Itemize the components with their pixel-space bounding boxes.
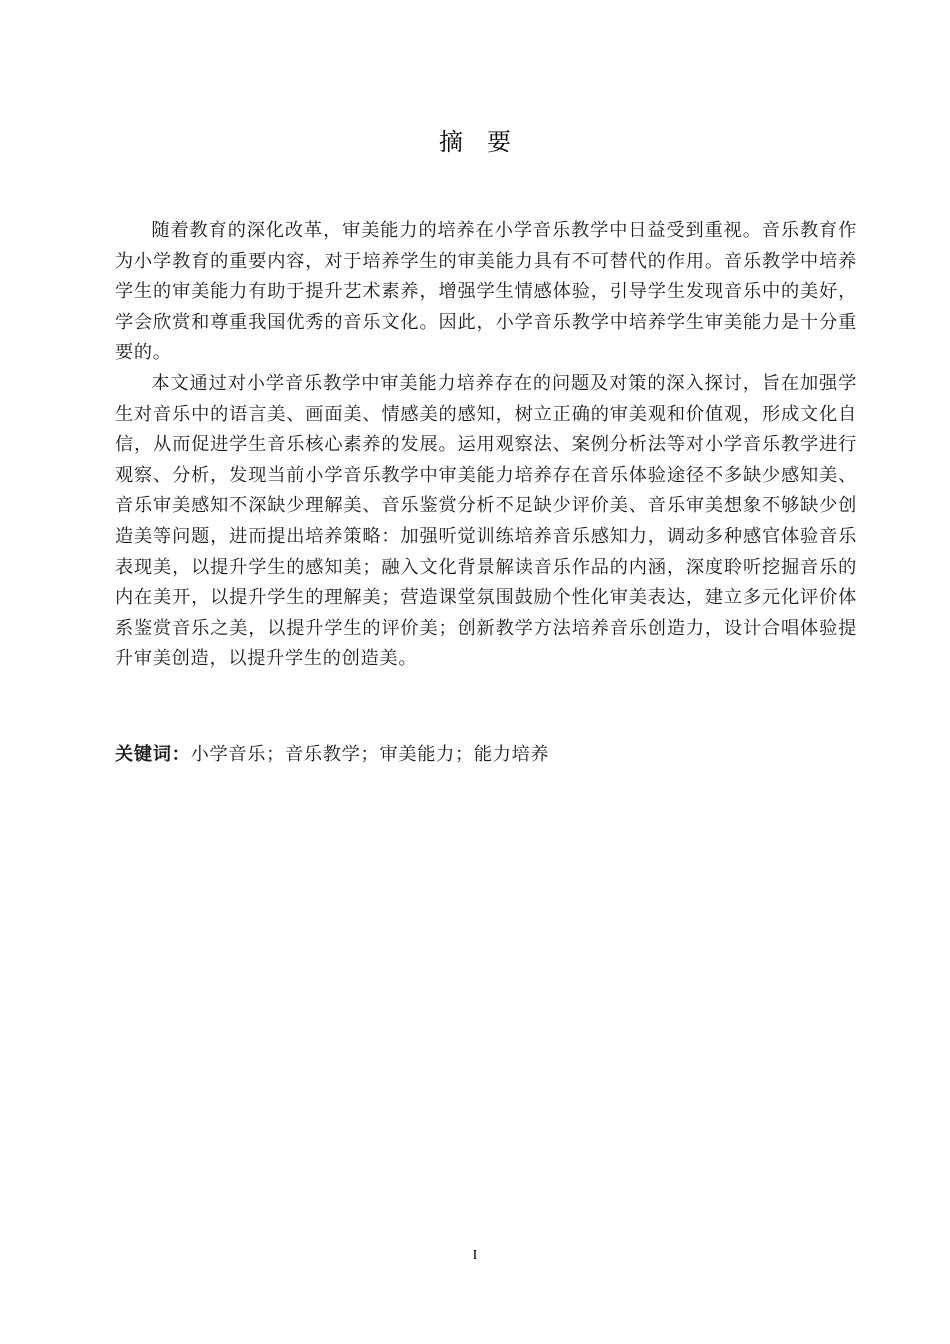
keywords-label: 关键词： <box>115 744 191 765</box>
abstract-title: 摘要 <box>439 128 535 156</box>
keywords-line <box>115 740 549 770</box>
page-number: I <box>472 1248 478 1263</box>
abstract-paragraph-2: 本文通过对小学音乐教学中审美能力培养存在的问题及对策的深入探讨，旨在加强学生对音乐中的语言美、画面美、情感美的感知，树立正确的审美观和价值观，形成文化自信，从而促进学生音乐核心素养的发展。运用观察法、案例分析法等对小学音乐教学进行观察、分析，发现当前小学音乐教学中审美能力培养存在音乐体验途径不多缺少感知美、音乐审美感知不深缺少理解美、音乐鉴赏分析不足缺少评价美、音乐审美想象不够缺少创造美等问题，进而提出培养策略：加强听觉训练培养音乐感知力，调动多种感官体验音乐表现美，以提升学生的感知美；融入文化背景解读音乐作品的内涵，深度聆听挖掘音乐的内在美开，以提升学生的理解美；营造课堂氛围鼓励个性化审美表达，建立多元化评价体系鉴赏音乐之美，以提升学生的评价美；创新教学方法培养音乐创造力，设计合唱体验提升审美创造，以提升学生的创造美。 <box>115 372 857 670</box>
abstract-body <box>115 216 857 675</box>
abstract-paragraph-1: 随着教育的深化改革，审美能力的培养在小学音乐教学中日益受到重视。音乐教育作为小学教育的重要内容，对于培养学生的审美能力具有不可替代的作用。音乐教学中培养学生的审美能力有助于提升艺术素养，增强学生情感体验，引导学生发现音乐中的美好，学会欣赏和尊重我国优秀的音乐文化。因此，小学音乐教学中培养学生审美能力是十分重要的。 <box>115 220 857 364</box>
keywords-values: 小学音乐；音乐教学；审美能力；能力培养 <box>190 744 550 765</box>
